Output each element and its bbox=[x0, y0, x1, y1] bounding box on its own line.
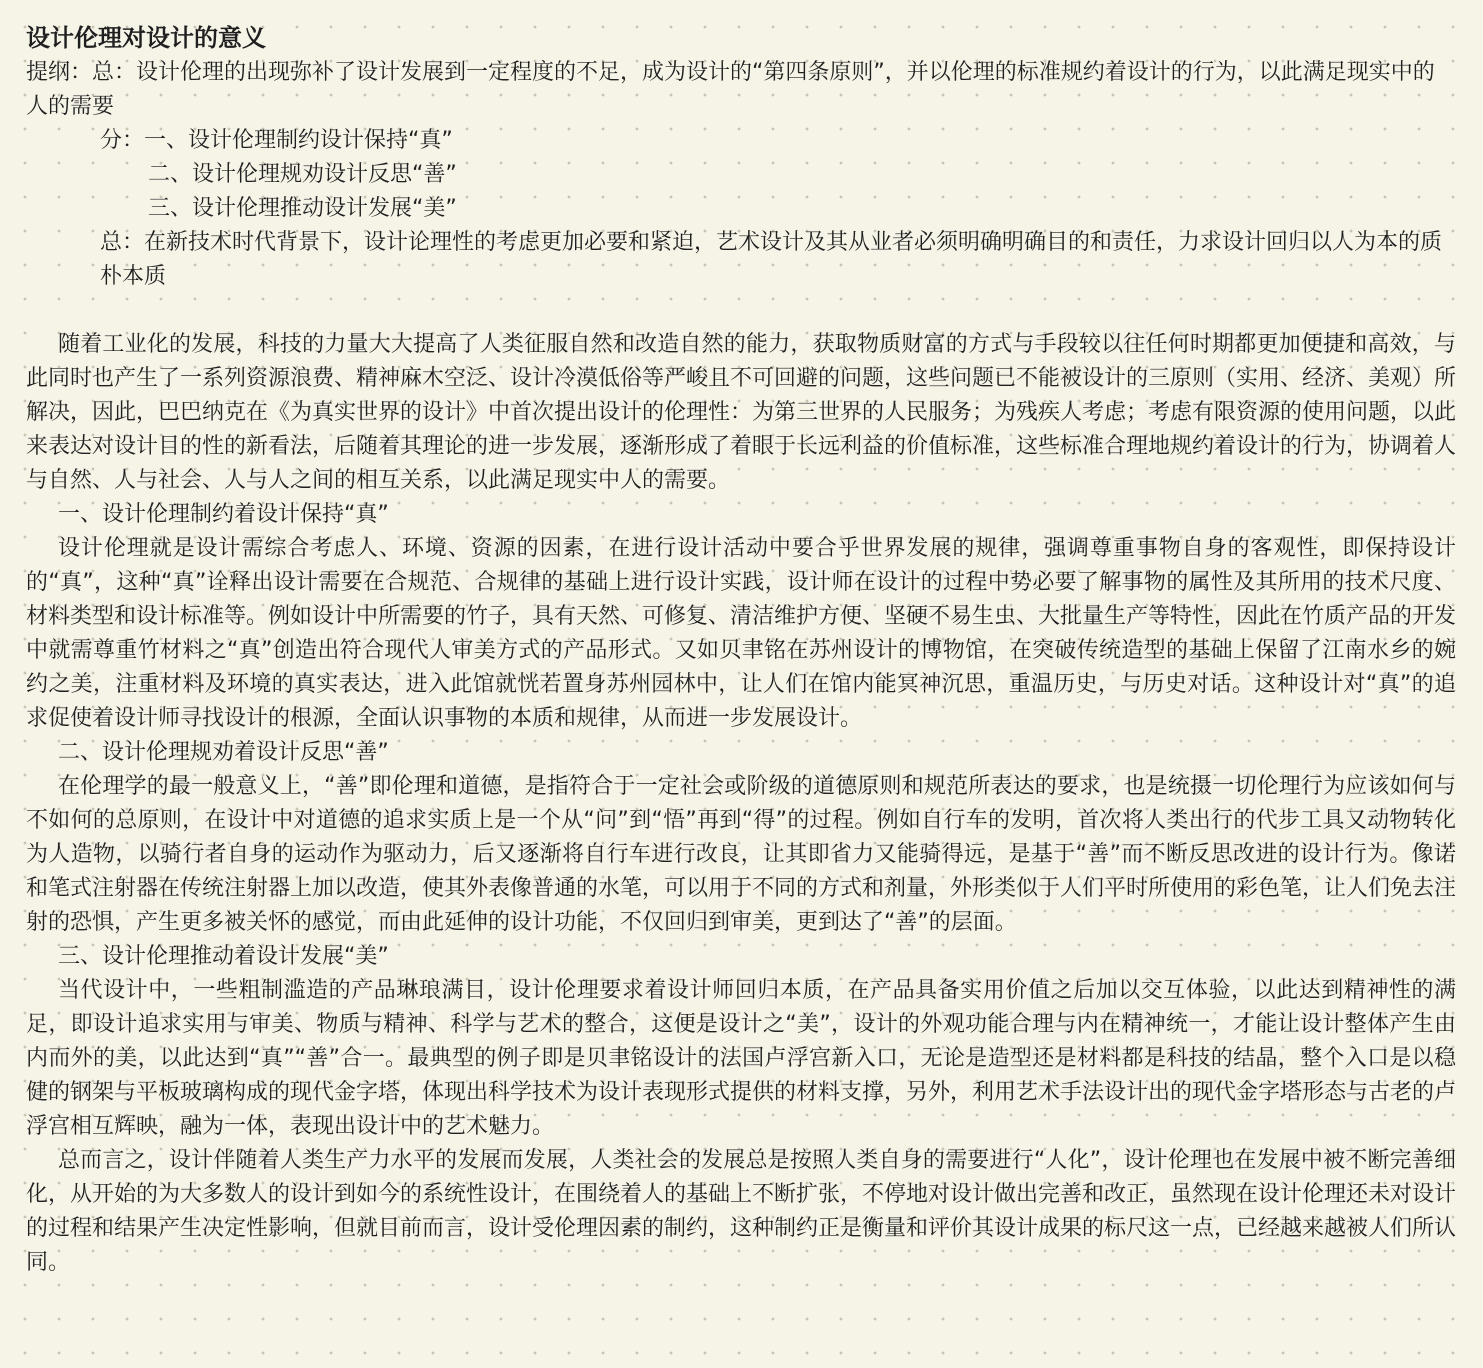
intro-paragraph: 随着工业化的发展，科技的力量大大提高了人类征服自然和改造自然的能力，获取物质财富的方式与手段较以往任何时期都更加便捷和高效，与此同时也产生了一系列资源浪费、精神麻木空泛、设计冷漠低俗等严峻且不可回避的问题，这些问题已不能被设计的三原则（实用、经济、美观）所解决，因此，巴巴纳克在《为真实世界的设计》中首次提出设计的伦理性：为第三世界的人民服务；为残疾人考虑；考虑有限资源的使用问题，以此来表达对设计目的性的新看法，后随着其理论的进一步发展，逐渐形成了着眼于长远利益的价值标准，这些标准合理地规约着设计的行为，协调着人与自然、人与社会、人与人之间的相互关系，以此满足现实中人的需要。 bbox=[26, 332, 1457, 493]
essay-body bbox=[26, 328, 1456, 1280]
outline-conclusion: 总：在新技术时代背景下，设计论理性的考虑更加必要和紧迫，艺术设计及其从业者必须明确明确目的和责任，力求设计回归以人为本的质朴本质 bbox=[100, 230, 1443, 289]
document-title: 设计伦理对设计的意义 bbox=[26, 24, 266, 52]
section-1-heading: 一、设计伦理制约着设计保持“真” bbox=[58, 502, 389, 527]
section-2-paragraph: 在伦理学的最一般意义上，“善”即伦理和道德，是指符合于一定社会或阶级的道德原则和规范所表达的要求，也是统摄一切伦理行为应该如何与不如何的总原则，在设计中对道德的追求实质上是一个从“问”到“悟”再到“得”的过程。例如自行车的发明，首次将人类出行的代步工具又动物转化为人造物，以骑行者自身的运动作为驱动力，后又逐渐将自行车进行改良，让其即省力又能骑得远，是基于“善”而不断反思改进的设计行为。像诺和笔式注射器在传统注射器上加以改造，使其外表像普通的水笔，可以用于不同的方式和剂量，外形类似于人们平时所使用的彩色笔，让人们免去注射的恐惧，产生更多被关怀的感觉，而由此延伸的设计功能，不仅回归到审美，更到达了“善”的层面。 bbox=[26, 774, 1457, 935]
section-2-heading: 二、设计伦理规劝着设计反思“善” bbox=[58, 740, 389, 765]
blank-line bbox=[26, 294, 1456, 328]
section-3-heading: 三、设计伦理推动着设计发展“美” bbox=[58, 944, 389, 969]
outline-point-1: 分：一、设计伦理制约设计保持“真” bbox=[100, 128, 453, 153]
conclusion-paragraph: 总而言之，设计伴随着人类生产力水平的发展而发展，人类社会的发展总是按照人类自身的需要进行“人化”，设计伦理也在发展中被不断完善细化，从开始的为大多数人的设计到如今的系统性设计，在围绕着人的基础上不断扩张，不停地对设计做出完善和改正，虽然现在设计伦理还未对设计的过程和结果产生决定性影响，但就目前而言，设计受伦理因素的制约，这种制约正是衡量和评价其设计成果的标尺这一点，已经越来越被人们所认同。 bbox=[26, 1148, 1457, 1275]
outline-point-3: 三、设计伦理推动设计发展“美” bbox=[148, 196, 457, 221]
outline-block bbox=[26, 56, 1456, 294]
outline-point-2: 二、设计伦理规劝设计反思“善” bbox=[148, 162, 457, 187]
section-1-paragraph: 设计伦理就是设计需综合考虑人、环境、资源的因素，在进行设计活动中要合乎世界发展的规律，强调尊重事物自身的客观性，即保持设计的“真”，这种“真”诠释出设计需要在合规范、合规律的基础上进行设计实践，设计师在设计的过程中势必要了解事物的属性及其所用的技术尺度、材料类型和设计标准等。例如设计中所需要的竹子，具有天然、可修复、清洁维护方便、坚硬不易生虫、大批量生产等特性，因此在竹质产品的开发中就需尊重竹材料之“真”创造出符合现代人审美方式的产品形式。又如贝聿铭在苏州设计的博物馆，在突破传统造型的基础上保留了江南水乡的婉约之美，注重材料及环境的真实表达，进入此馆就恍若置身苏州园林中，让人们在馆内能冥神沉思，重温历史，与历史对话。这种设计对“真”的追求促使着设计师寻找设计的根源，全面认识事物的本质和规律，从而进一步发展设计。 bbox=[26, 536, 1457, 731]
section-3-paragraph: 当代设计中，一些粗制滥造的产品琳琅满目，设计伦理要求着设计师回归本质，在产品具备实用价值之后加以交互体验，以此达到精神性的满足，即设计追求实用与审美、物质与精神、科学与艺术的整合，这便是设计之“美”，设计的外观功能合理与内在精神统一，才能让设计整体产生由内而外的美，以此达到“真”“善”合一。最典型的例子即是贝聿铭设计的法国卢浮宫新入口，无论是造型还是材料都是科技的结晶，整个入口是以稳健的钢架与平板玻璃构成的现代金字塔，体现出科学技术为设计表现形式提供的材料支撑，另外，利用艺术手法设计出的现代金字塔形态与古老的卢浮宫相互辉映，融为一体，表现出设计中的艺术魅力。 bbox=[26, 978, 1457, 1139]
document-page bbox=[26, 20, 1456, 1280]
outline-summary: 提纲：总：设计伦理的出现弥补了设计发展到一定程度的不足，成为设计的“第四条原则”，并以伦理的标准规约着设计的行为，以此满足现实中的人的需要 bbox=[26, 60, 1435, 119]
